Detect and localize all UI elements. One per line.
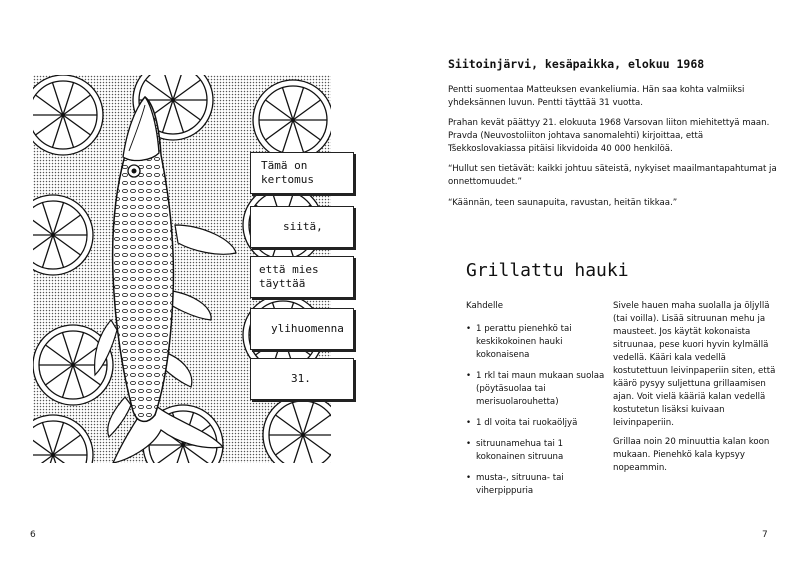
ingredient-item: • 1 perattu pienehkö tai keskikokoinen hauki kokonaisena: [466, 324, 572, 360]
recipe-title: Grillattu hauki: [466, 260, 629, 281]
instruction-paragraph: Grillaa noin 20 minuuttia kalan koon mukaan. Pienehkö kala kypsyy nopeammin.: [613, 437, 770, 473]
caption-box-5: [250, 358, 354, 400]
caption-box-2: [250, 206, 354, 248]
instruction-paragraph: Sivele hauen maha suolalla ja öljyllä (tai voilla). Lisää sitruunan mehu ja mausteet. Jos käytät kokonaista sitruunaa, pese kuori hyvin kylmällä vedellä. Kääri kala vedellä kostutettuun leivinpaperiin siten, että käärö pysyy suljettuna grillaamisen ajan. Voit vielä kääriä kalan vedellä kostutetun lisäksi kuivaan leivinpaperiin.: [613, 301, 776, 428]
ingredient-item: • musta-, sitruuna- tai viherpippuria: [466, 473, 564, 496]
bullet-icon: •: [466, 439, 472, 449]
bullet-icon: •: [466, 371, 472, 381]
story-paragraph: Prahan kevät päättyy 21. elokuuta 1968 Varsovan liiton miehitettyä maan. Pravda (Neuvostoliiton johtava sanomalehti) kirjoittaa, että Tšekkoslovakiassa pitäisi likvidoida 40 000 henkilöä.: [448, 118, 770, 154]
ingredient-item: • 1 dl voita tai ruokaöljyä: [466, 418, 578, 428]
caption-text: Tämä on kertomus: [261, 159, 314, 186]
page-number-right: 7: [762, 530, 768, 540]
caption-text: siitä,: [283, 220, 323, 233]
caption-box-1: [250, 152, 354, 194]
servings-label: Kahdelle: [466, 301, 504, 311]
caption-box-4: [250, 308, 354, 350]
instructions-column: [613, 300, 778, 481]
ingredient-list: [466, 323, 606, 498]
ingredient-item: • 1 rkl tai maun mukaan suolaa (pöytäsuolaa tai merisuolarouhetta): [466, 371, 605, 407]
caption-text: ylihuomenna: [271, 322, 344, 335]
story-quote: “Käännän, teen saunapuita, ravustan, heitän tikkaa.”: [448, 198, 678, 208]
story-heading: Siitoinjärvi, kesäpaikka, elokuu 1968: [448, 57, 705, 71]
page-number-left: 6: [30, 530, 36, 540]
caption-text: että mies täyttää: [259, 263, 319, 290]
bullet-icon: •: [466, 473, 472, 483]
ingredients-column: [466, 300, 606, 506]
story-quote: “Hullut sen tietävät: kaikki johtuu säteistä, nykyiset maailmantapahtumat ja onnettomuudet.”: [448, 164, 777, 187]
story-paragraph: Pentti suomentaa Matteuksen evankeliumia. Hän saa kohta valmiiksi yhdeksännen luvun. Pentti täyttää 31 vuotta.: [448, 85, 745, 108]
ingredient-item: • sitruunamehua tai 1 kokonainen sitruuna: [466, 439, 564, 462]
bullet-icon: •: [466, 418, 472, 428]
bullet-icon: •: [466, 324, 472, 334]
caption-box-3: [250, 256, 354, 298]
caption-text: 31.: [291, 372, 311, 385]
